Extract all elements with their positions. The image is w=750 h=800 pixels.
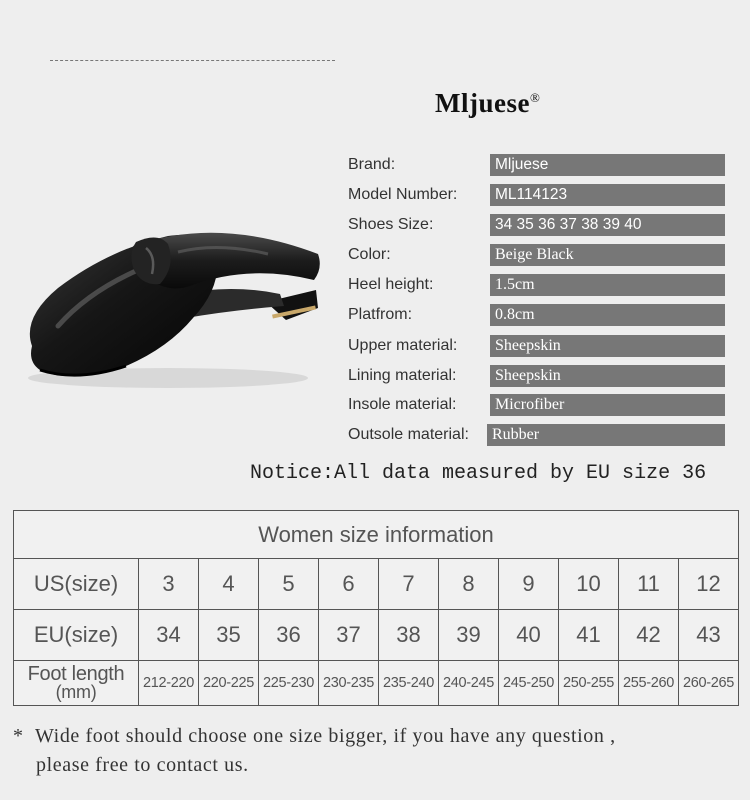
spec-label: Model Number: xyxy=(348,186,458,203)
table-cell: 42 xyxy=(619,610,679,661)
spec-row-model-number xyxy=(348,184,728,206)
table-cell: 8 xyxy=(439,559,499,610)
spec-label: Brand: xyxy=(348,156,396,173)
spec-label: Insole material: xyxy=(348,396,457,413)
footnote-line-2: please free to contact us. xyxy=(36,754,249,776)
decorative-dashed-line xyxy=(50,60,335,61)
table-row-eu-size xyxy=(14,610,739,661)
spec-value: Sheepskin xyxy=(490,335,725,357)
table-cell: 7 xyxy=(379,559,439,610)
table-cell: 240-245 xyxy=(439,661,499,706)
measurement-notice: Notice:All data measured by EU size 36 xyxy=(250,462,707,485)
spec-row-shoes-size xyxy=(348,214,728,236)
spec-value: 0.8cm xyxy=(490,304,725,326)
spec-value: Microfiber xyxy=(490,394,725,416)
row-header: US(size) xyxy=(14,559,139,610)
spec-value: Rubber xyxy=(487,424,725,446)
table-cell: 225-230 xyxy=(259,661,319,706)
spec-label: Platfrom: xyxy=(348,306,413,323)
table-cell: 41 xyxy=(559,610,619,661)
footnote-line-1: Wide foot should choose one size bigger, if you have any question , xyxy=(35,725,616,747)
spec-label: Color: xyxy=(348,246,391,263)
table-cell: 4 xyxy=(199,559,259,610)
table-cell: 3 xyxy=(139,559,199,610)
table-row-us-size xyxy=(14,559,739,610)
spec-value: Beige Black xyxy=(490,244,725,266)
spec-label: Lining material: xyxy=(348,367,457,384)
table-cell: 230-235 xyxy=(319,661,379,706)
row-header: EU(size) xyxy=(14,610,139,661)
spec-row-outsole-material xyxy=(348,424,728,446)
spec-label: Upper material: xyxy=(348,337,458,354)
table-cell: 11 xyxy=(619,559,679,610)
spec-value: Mljuese xyxy=(490,154,725,176)
table-cell: 37 xyxy=(319,610,379,661)
row-header-unit: (mm) xyxy=(55,682,97,702)
row-header-label: Foot length xyxy=(27,663,125,685)
table-cell: 255-260 xyxy=(619,661,679,706)
spec-row-lining-material xyxy=(348,365,728,387)
size-advice-footnote xyxy=(13,722,743,780)
table-cell: 43 xyxy=(679,610,739,661)
table-cell: 220-225 xyxy=(199,661,259,706)
footnote-marker: * xyxy=(13,725,24,747)
spec-row-heel-height xyxy=(348,274,728,296)
table-cell: 9 xyxy=(499,559,559,610)
spec-label: Heel height: xyxy=(348,276,434,293)
size-table xyxy=(13,510,739,706)
spec-label: Shoes Size: xyxy=(348,216,434,233)
row-header xyxy=(14,661,139,706)
table-cell: 34 xyxy=(139,610,199,661)
spec-row-platform xyxy=(348,304,728,326)
table-cell: 212-220 xyxy=(139,661,199,706)
table-row-foot-length xyxy=(14,661,739,706)
spec-value: ML114123 xyxy=(490,184,725,206)
spec-value: Sheepskin xyxy=(490,365,725,387)
spec-value: 1.5cm xyxy=(490,274,725,296)
spec-value: 34 35 36 37 38 39 40 xyxy=(490,214,725,236)
table-cell: 38 xyxy=(379,610,439,661)
table-cell: 5 xyxy=(259,559,319,610)
spec-row-color xyxy=(348,244,728,266)
table-cell: 235-240 xyxy=(379,661,439,706)
table-cell: 260-265 xyxy=(679,661,739,706)
table-cell: 250-255 xyxy=(559,661,619,706)
spec-label: Outsole material: xyxy=(348,426,469,443)
spec-row-brand xyxy=(348,154,728,176)
table-cell: 245-250 xyxy=(499,661,559,706)
size-table-title: Women size information xyxy=(14,511,739,559)
table-cell: 35 xyxy=(199,610,259,661)
table-cell: 12 xyxy=(679,559,739,610)
product-shoe-image xyxy=(18,206,338,396)
table-cell: 6 xyxy=(319,559,379,610)
table-cell: 10 xyxy=(559,559,619,610)
spec-row-insole-material xyxy=(348,394,728,416)
table-cell: 39 xyxy=(439,610,499,661)
table-cell: 40 xyxy=(499,610,559,661)
spec-row-upper-material xyxy=(348,335,728,357)
brand-logo: Mljuese® xyxy=(435,88,541,118)
table-cell: 36 xyxy=(259,610,319,661)
